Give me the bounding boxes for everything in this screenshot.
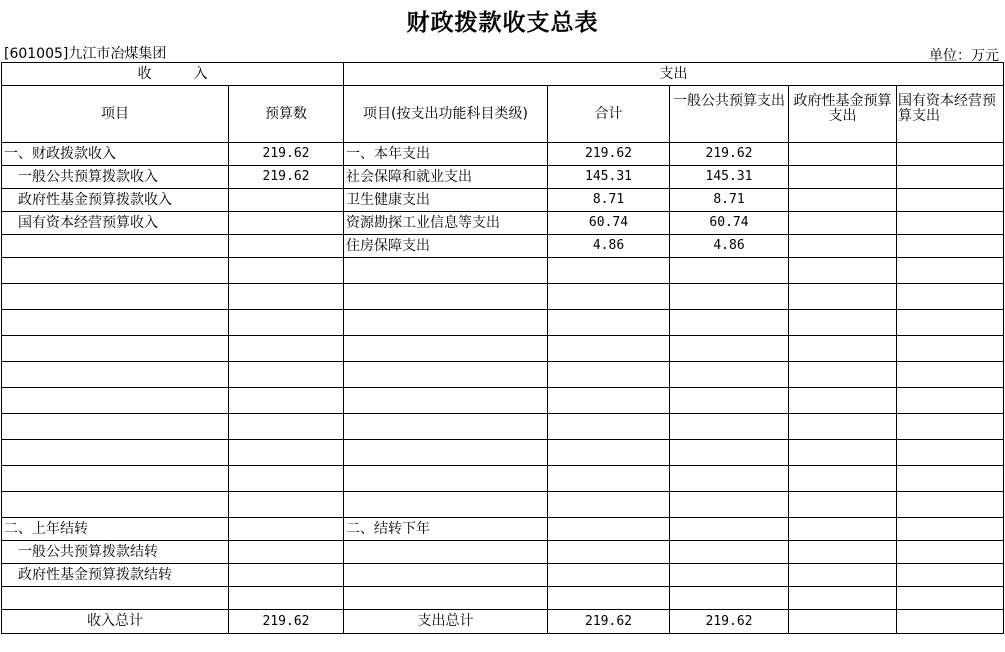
table-row bbox=[2, 466, 1004, 492]
total-cell bbox=[548, 492, 670, 518]
fund-budget-cell bbox=[789, 362, 897, 388]
income-item-cell bbox=[2, 258, 229, 284]
state-capital-cell bbox=[897, 587, 1004, 610]
total-cell: 4.86 bbox=[548, 235, 670, 258]
income-item-cell bbox=[2, 492, 229, 518]
table-row bbox=[2, 541, 1004, 564]
income-group-header: 收 入 bbox=[2, 63, 344, 86]
budget-cell: 219.62 bbox=[229, 143, 344, 166]
total-cell bbox=[548, 518, 670, 541]
table-row bbox=[2, 189, 1004, 212]
budget-cell bbox=[229, 440, 344, 466]
budget-cell bbox=[229, 564, 344, 587]
income-total-label: 收入总计 bbox=[2, 610, 229, 634]
state-capital-cell bbox=[897, 518, 1004, 541]
total-cell bbox=[548, 414, 670, 440]
fund-budget-cell bbox=[789, 466, 897, 492]
general-budget-cell bbox=[670, 336, 789, 362]
income-item-cell: 一般公共预算拨款收入 bbox=[2, 166, 229, 189]
state-capital-cell bbox=[897, 235, 1004, 258]
budget-cell bbox=[229, 518, 344, 541]
total-cell bbox=[548, 388, 670, 414]
total-cell: 145.31 bbox=[548, 166, 670, 189]
total-cell: 60.74 bbox=[548, 212, 670, 235]
expense-total-value: 219.62 bbox=[548, 610, 670, 634]
header-row-columns bbox=[2, 86, 1004, 143]
income-item-cell bbox=[2, 235, 229, 258]
state-capital-cell bbox=[897, 492, 1004, 518]
general-budget-cell bbox=[670, 258, 789, 284]
general-budget-cell: 145.31 bbox=[670, 166, 789, 189]
state-capital-cell bbox=[897, 258, 1004, 284]
income-item-cell bbox=[2, 284, 229, 310]
state-capital-cell bbox=[897, 212, 1004, 235]
expense-total-label: 支出总计 bbox=[344, 610, 548, 634]
table-row bbox=[2, 310, 1004, 336]
income-item-cell bbox=[2, 336, 229, 362]
expense-item-cell bbox=[344, 466, 548, 492]
fund-budget-cell bbox=[789, 189, 897, 212]
state-capital-cell bbox=[897, 466, 1004, 492]
expense-item-cell bbox=[344, 362, 548, 388]
expense-item-cell bbox=[344, 284, 548, 310]
general-budget-cell bbox=[670, 587, 789, 610]
state-capital-header: 国有资本经营预算支出 bbox=[897, 86, 1004, 143]
expense-item-cell bbox=[344, 541, 548, 564]
state-capital-cell bbox=[897, 143, 1004, 166]
state-capital-cell bbox=[897, 541, 1004, 564]
state-capital-cell bbox=[897, 414, 1004, 440]
budget-cell bbox=[229, 587, 344, 610]
total-header: 合计 bbox=[548, 86, 670, 143]
total-cell: 219.62 bbox=[548, 143, 670, 166]
table-row bbox=[2, 212, 1004, 235]
fund-budget-cell bbox=[789, 166, 897, 189]
expense-item-cell bbox=[344, 258, 548, 284]
income-item-cell bbox=[2, 388, 229, 414]
income-item-cell: 政府性基金预算拨款结转 bbox=[2, 564, 229, 587]
budget-cell bbox=[229, 388, 344, 414]
state-capital-cell bbox=[897, 284, 1004, 310]
expense-item-cell: 住房保障支出 bbox=[344, 235, 548, 258]
report-title: 财政拨款收支总表 bbox=[406, 9, 599, 36]
table-row bbox=[2, 587, 1004, 610]
fund-budget-cell bbox=[789, 414, 897, 440]
total-cell bbox=[548, 587, 670, 610]
expense-item-cell: 资源勘探工业信息等支出 bbox=[344, 212, 548, 235]
general-budget-cell bbox=[670, 284, 789, 310]
expense-item-cell: 二、结转下年 bbox=[344, 518, 548, 541]
table-row bbox=[2, 258, 1004, 284]
state-capital-cell bbox=[897, 336, 1004, 362]
expense-item-cell bbox=[344, 414, 548, 440]
budget-cell bbox=[229, 492, 344, 518]
unit-label: 单位：万元 bbox=[929, 48, 999, 64]
state-capital-cell bbox=[897, 189, 1004, 212]
income-item-header: 项目 bbox=[2, 86, 229, 143]
table-row bbox=[2, 166, 1004, 189]
expense-item-cell bbox=[344, 564, 548, 587]
fund-budget-cell bbox=[789, 388, 897, 414]
income-item-cell: 政府性基金预算拨款收入 bbox=[2, 189, 229, 212]
table-row bbox=[2, 235, 1004, 258]
expense-item-header: 项目(按支出功能科目类级) bbox=[344, 86, 548, 143]
income-item-cell: 二、上年结转 bbox=[2, 518, 229, 541]
income-item-cell bbox=[2, 466, 229, 492]
fund-budget-cell bbox=[789, 564, 897, 587]
table-row bbox=[2, 388, 1004, 414]
income-item-cell: 一般公共预算拨款结转 bbox=[2, 541, 229, 564]
table-row bbox=[2, 143, 1004, 166]
expense-item-cell bbox=[344, 388, 548, 414]
income-item-cell bbox=[2, 440, 229, 466]
income-item-cell: 国有资本经营预算收入 bbox=[2, 212, 229, 235]
table-row bbox=[2, 492, 1004, 518]
budget-summary-table bbox=[1, 62, 1004, 634]
general-budget-cell: 219.62 bbox=[670, 143, 789, 166]
total-cell bbox=[548, 541, 670, 564]
fund-budget-cell bbox=[789, 440, 897, 466]
expense-item-cell bbox=[344, 587, 548, 610]
table-row bbox=[2, 284, 1004, 310]
expense-item-cell bbox=[344, 336, 548, 362]
fund-budget-cell bbox=[789, 518, 897, 541]
general-budget-cell: 8.71 bbox=[670, 189, 789, 212]
general-budget-cell bbox=[670, 414, 789, 440]
budget-cell bbox=[229, 258, 344, 284]
total-cell bbox=[548, 362, 670, 388]
expense-item-cell bbox=[344, 440, 548, 466]
fund-budget-cell bbox=[789, 587, 897, 610]
general-budget-cell: 4.86 bbox=[670, 235, 789, 258]
income-total-value: 219.62 bbox=[229, 610, 344, 634]
expense-item-cell bbox=[344, 310, 548, 336]
fund-budget-total bbox=[789, 610, 897, 634]
expense-item-cell: 社会保障和就业支出 bbox=[344, 166, 548, 189]
income-item-cell bbox=[2, 587, 229, 610]
budget-cell bbox=[229, 541, 344, 564]
general-budget-total: 219.62 bbox=[670, 610, 789, 634]
organization-label: [601005]九江市冶煤集团 bbox=[4, 46, 167, 62]
total-cell bbox=[548, 564, 670, 587]
table-row bbox=[2, 414, 1004, 440]
budget-cell bbox=[229, 235, 344, 258]
fund-budget-header: 政府性基金预算支出 bbox=[789, 86, 897, 143]
total-cell bbox=[548, 284, 670, 310]
general-budget-cell: 60.74 bbox=[670, 212, 789, 235]
fund-budget-cell bbox=[789, 336, 897, 362]
state-capital-total bbox=[897, 610, 1004, 634]
total-cell bbox=[548, 258, 670, 284]
total-cell: 8.71 bbox=[548, 189, 670, 212]
general-budget-header: 一般公共预算支出 bbox=[670, 86, 789, 143]
general-budget-cell bbox=[670, 310, 789, 336]
fund-budget-cell bbox=[789, 258, 897, 284]
budget-cell: 219.62 bbox=[229, 166, 344, 189]
expense-item-cell: 卫生健康支出 bbox=[344, 189, 548, 212]
state-capital-cell bbox=[897, 564, 1004, 587]
budget-cell bbox=[229, 310, 344, 336]
fund-budget-cell bbox=[789, 541, 897, 564]
income-item-cell bbox=[2, 310, 229, 336]
fund-budget-cell bbox=[789, 235, 897, 258]
table-row bbox=[2, 362, 1004, 388]
budget-cell bbox=[229, 362, 344, 388]
table-row bbox=[2, 564, 1004, 587]
general-budget-cell bbox=[670, 541, 789, 564]
total-cell bbox=[548, 440, 670, 466]
footer-row bbox=[2, 610, 1004, 634]
total-cell bbox=[548, 466, 670, 492]
general-budget-cell bbox=[670, 362, 789, 388]
state-capital-cell bbox=[897, 440, 1004, 466]
fund-budget-cell bbox=[789, 284, 897, 310]
budget-cell bbox=[229, 284, 344, 310]
general-budget-cell bbox=[670, 466, 789, 492]
budget-header: 预算数 bbox=[229, 86, 344, 143]
table-row bbox=[2, 336, 1004, 362]
state-capital-cell bbox=[897, 362, 1004, 388]
state-capital-cell bbox=[897, 388, 1004, 414]
general-budget-cell bbox=[670, 388, 789, 414]
budget-cell bbox=[229, 466, 344, 492]
fund-budget-cell bbox=[789, 310, 897, 336]
general-budget-cell bbox=[670, 518, 789, 541]
table-row bbox=[2, 518, 1004, 541]
total-cell bbox=[548, 336, 670, 362]
fund-budget-cell bbox=[789, 492, 897, 518]
budget-cell bbox=[229, 414, 344, 440]
general-budget-cell bbox=[670, 564, 789, 587]
header-row-group bbox=[2, 63, 1004, 86]
income-item-cell bbox=[2, 362, 229, 388]
expense-item-cell: 一、本年支出 bbox=[344, 143, 548, 166]
budget-cell bbox=[229, 336, 344, 362]
budget-cell bbox=[229, 189, 344, 212]
income-item-cell: 一、财政拨款收入 bbox=[2, 143, 229, 166]
fund-budget-cell bbox=[789, 212, 897, 235]
expense-group-header: 支出 bbox=[344, 63, 1004, 86]
general-budget-cell bbox=[670, 492, 789, 518]
total-cell bbox=[548, 310, 670, 336]
state-capital-cell bbox=[897, 166, 1004, 189]
fund-budget-cell bbox=[789, 143, 897, 166]
table-row bbox=[2, 440, 1004, 466]
general-budget-cell bbox=[670, 440, 789, 466]
income-item-cell bbox=[2, 414, 229, 440]
expense-item-cell bbox=[344, 492, 548, 518]
state-capital-cell bbox=[897, 310, 1004, 336]
budget-cell bbox=[229, 212, 344, 235]
